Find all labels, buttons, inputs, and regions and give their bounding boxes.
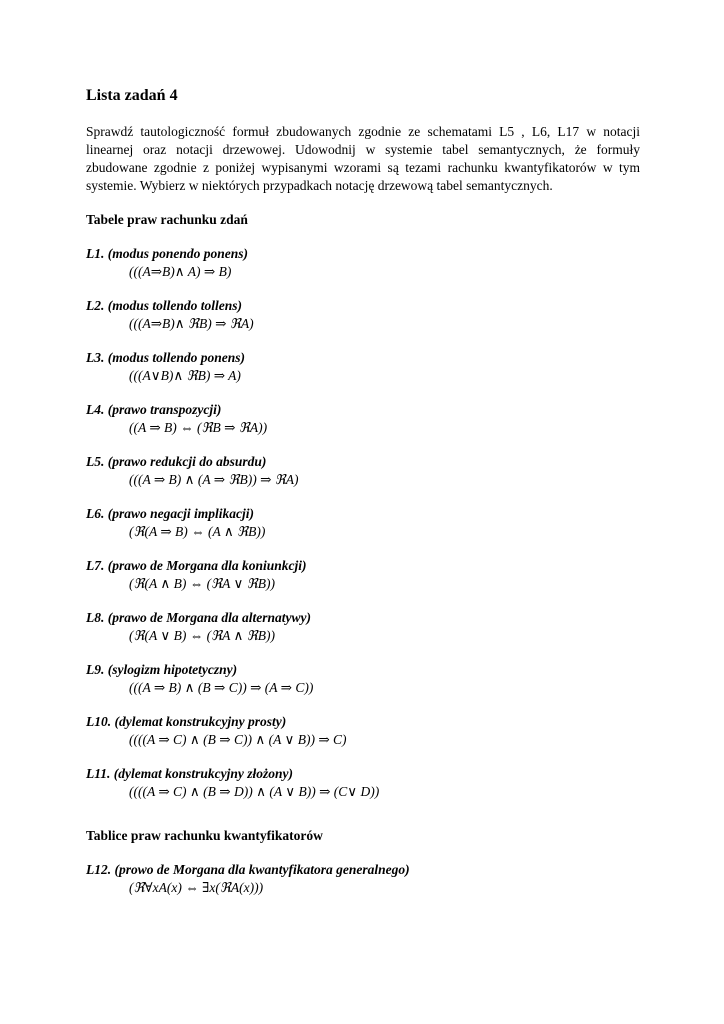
document-page	[86, 86, 640, 913]
law-item	[86, 297, 640, 333]
law-title: L1. (modus ponendo ponens)	[86, 246, 249, 261]
law-title: L3. (modus tollendo ponens)	[86, 350, 246, 365]
law-formula: (((A∨B)∧ ℜB) ⇒ A)	[129, 368, 241, 383]
law-item	[86, 349, 640, 385]
law-title: L10. (dylemat konstrukcyjny prosty)	[86, 714, 287, 729]
law-item	[86, 557, 640, 593]
law-title: L4. (prawo transpozycji)	[86, 402, 222, 417]
law-item	[86, 401, 640, 437]
laws-list-propositional	[86, 245, 640, 801]
law-formula: (((A⇒B)∧ A) ⇒ B)	[129, 264, 232, 279]
law-item	[86, 609, 640, 645]
law-formula: ((((A ⇒ C) ∧ (B ⇒ C)) ∧ (A ∨ B)) ⇒ C)	[129, 732, 347, 747]
law-item	[86, 505, 640, 541]
law-title: L9. (sylogizm hipotetyczny)	[86, 662, 238, 677]
law-item	[86, 661, 640, 697]
section-heading-propositional: Tabele praw rachunku zdań	[86, 212, 248, 227]
law-item	[86, 453, 640, 489]
intro-paragraph: Sprawdź tautologiczność formuł zbudowanych zgodnie ze schematami L5 , L6, L17 w notacji linearnej oraz notacji drzewowej. Udowodnij w systemie tabel semantycznych, że formuły zbudowane zgodnie z poniżej wypisanymi wzorami są tezami rachunku kwantyfikatorów w tym systemie. Wybierz w niektórych przypadkach notację drzewową tabel semantycznych.	[86, 124, 640, 193]
law-formula: ((A ⇒ B) ⇔ (ℜB ⇒ ℜA))	[129, 420, 268, 435]
law-title: L8. (prawo de Morgana dla alternatywy)	[86, 610, 311, 625]
law-formula: (((A⇒B)∧ ℜB) ⇒ ℜA)	[129, 316, 254, 331]
law-formula: (ℜ∀xA(x) ⇔ ∃x(ℜA(x)))	[129, 880, 264, 895]
law-title: L5. (prawo redukcji do absurdu)	[86, 454, 267, 469]
law-item	[86, 713, 640, 749]
law-title: L7. (prawo de Morgana dla koniunkcji)	[86, 558, 307, 573]
law-title: L12. (prowo de Morgana dla kwantyfikatora generalnego)	[86, 862, 410, 877]
law-formula: ((((A ⇒ C) ∧ (B ⇒ D)) ∧ (A ∨ B)) ⇒ (C∨ D))	[129, 784, 380, 799]
page-title: Lista zadań 4	[86, 87, 178, 104]
law-formula: (ℜ(A ∨ B) ⇔ (ℜA ∧ ℜB))	[129, 628, 275, 643]
law-title: L11. (dylemat konstrukcyjny złożony)	[86, 766, 293, 781]
law-item	[86, 245, 640, 281]
law-formula: (ℜ(A ∧ B) ⇔ (ℜA ∨ ℜB))	[129, 576, 275, 591]
law-formula: (((A ⇒ B) ∧ (B ⇒ C)) ⇒ (A ⇒ C))	[129, 680, 314, 695]
law-formula: (((A ⇒ B) ∧ (A ⇒ ℜB)) ⇒ ℜA)	[129, 472, 299, 487]
law-item	[86, 765, 640, 801]
laws-list-quantifier	[86, 861, 640, 897]
law-formula: (ℜ(A ⇒ B) ⇔ (A ∧ ℜB))	[129, 524, 266, 539]
law-title: L6. (prawo negacji implikacji)	[86, 506, 254, 521]
law-title: L2. (modus tollendo tollens)	[86, 298, 243, 313]
section-heading-quantifier: Tablice praw rachunku kwantyfikatorów	[86, 828, 323, 843]
law-item	[86, 861, 640, 897]
